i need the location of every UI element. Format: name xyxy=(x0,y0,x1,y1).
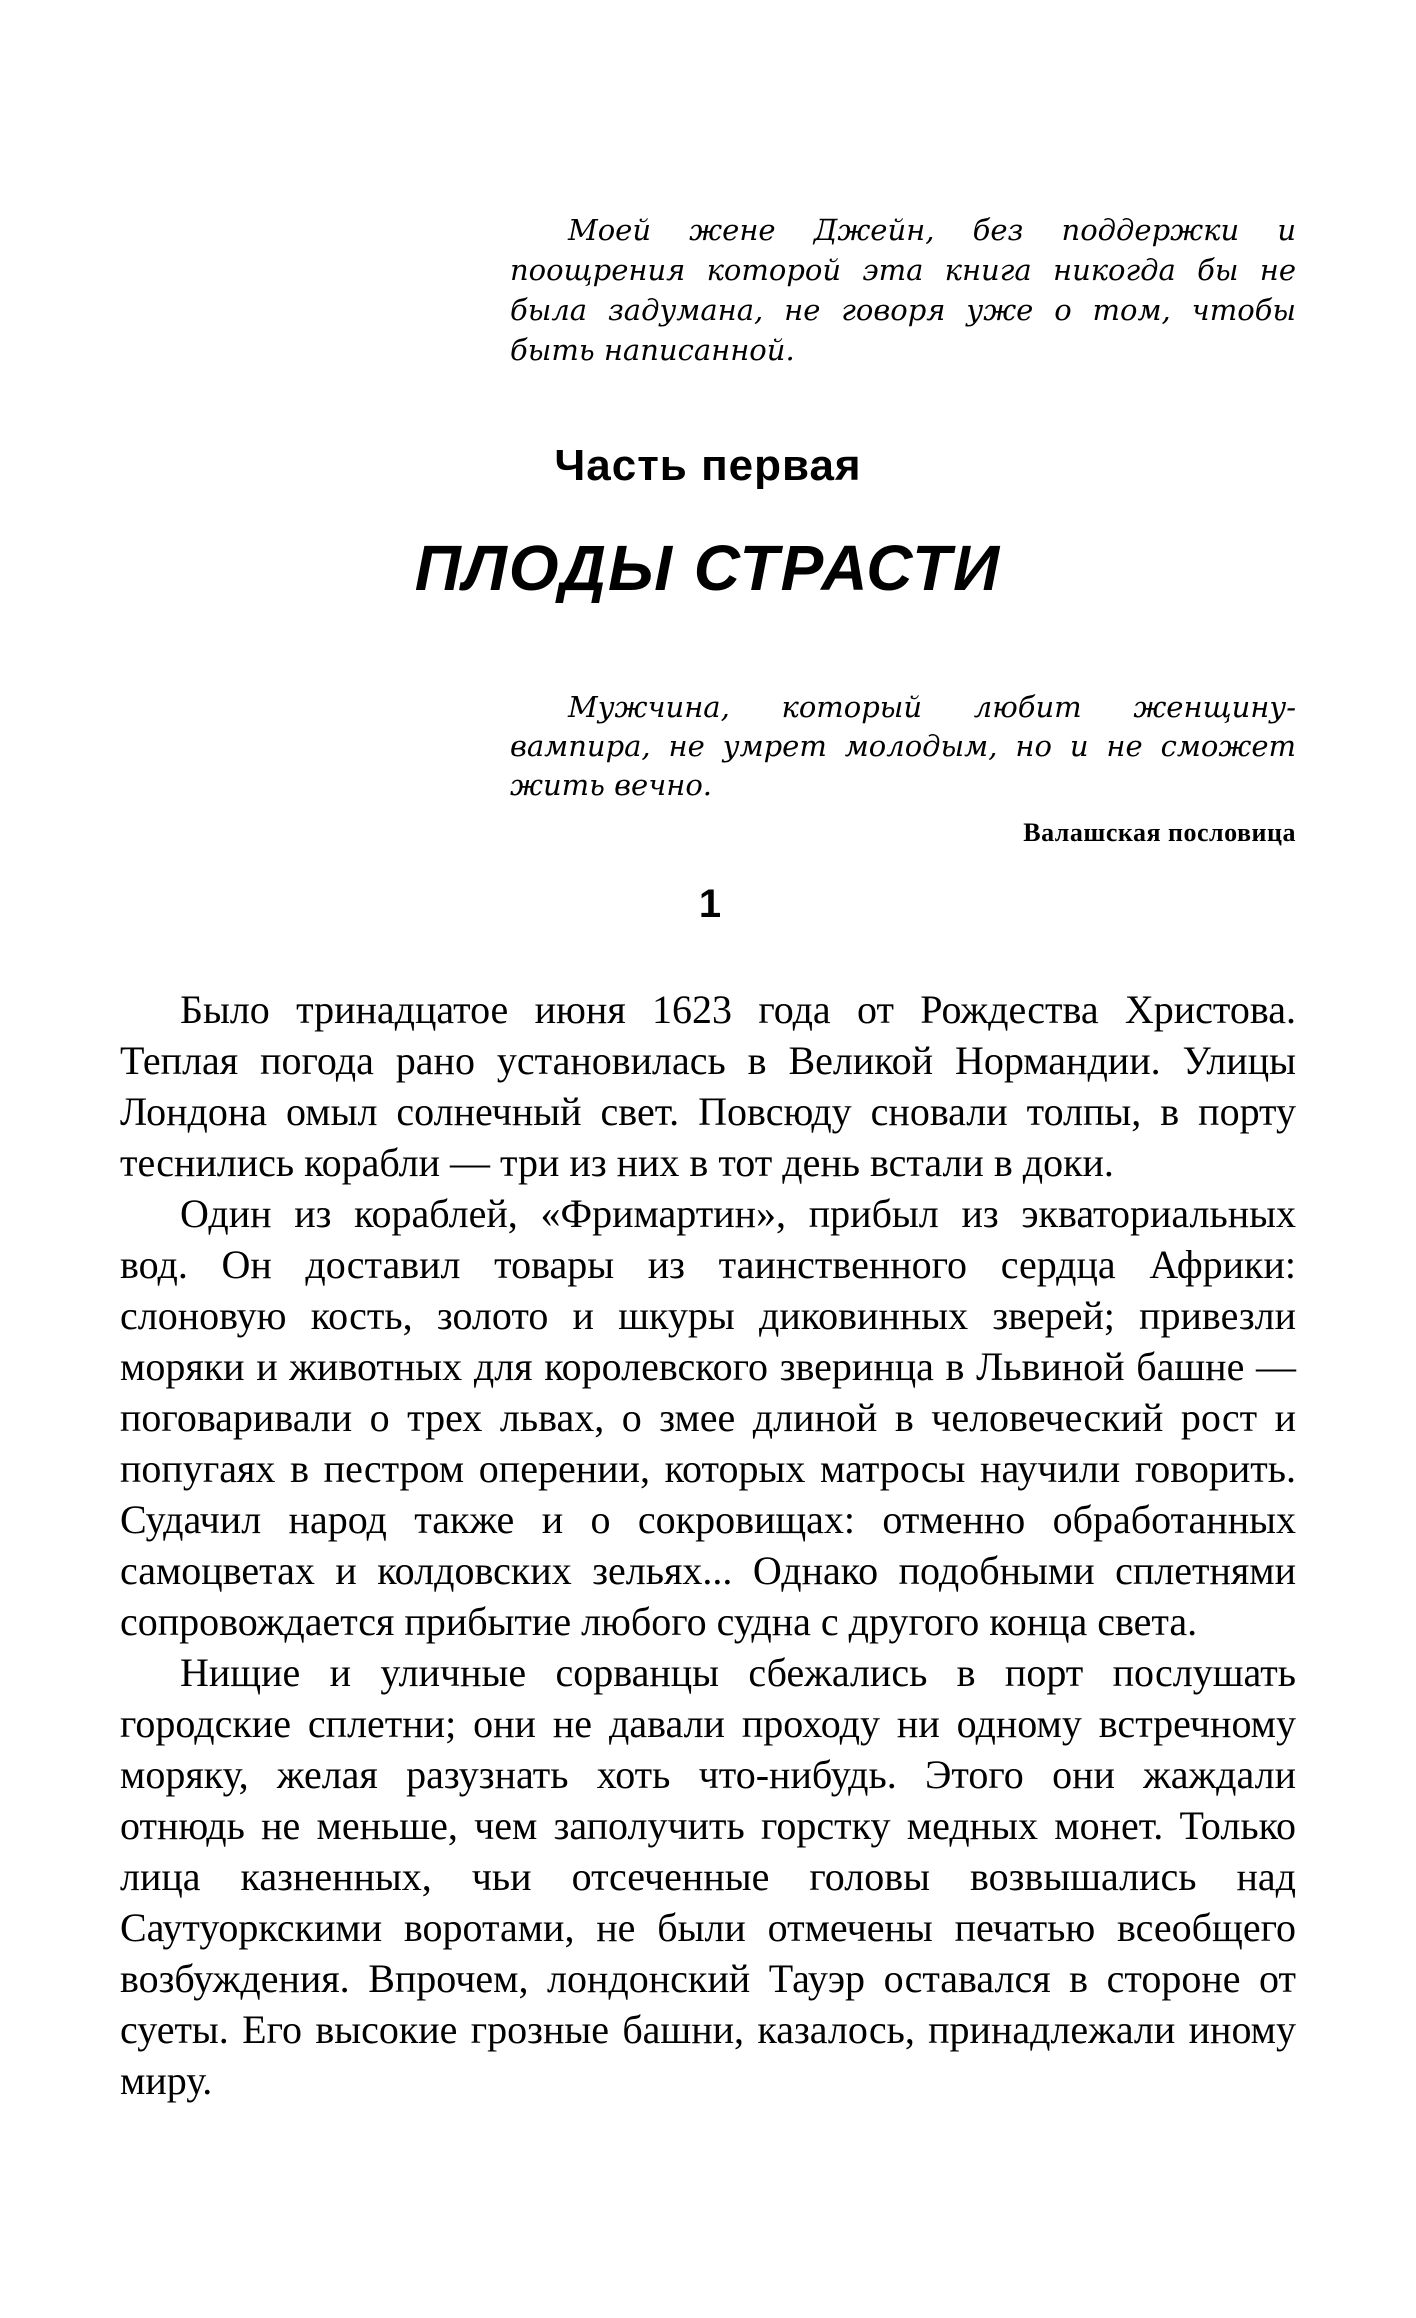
part-label: Часть первая xyxy=(554,441,862,490)
epigraph-text: Мужчина, который любит женщину-вампира, не умрет молодым, но и не сможет жить вечно. xyxy=(510,690,1296,802)
chapter-number: 1 xyxy=(698,882,722,926)
paragraph: Один из кораблей, «Фримартин», прибыл из экваториальных вод. Он доставил товары из таинственного сердца Африки: слоновую кость, золото и шкуры диковинных зверей; привезли моряки и животных для королевского зверинца в Львиной башне — поговаривали о трех львах, о змее длиной в человеческий рост и попугаях в пестром оперении, которых матросы научили говорить. Судачил народ также и о сокровищах: отменно обработанных самоцветах и колдовских зельях... Однако подобными сплетнями сопровождается прибытие любого судна с другого конца света. xyxy=(120,1191,1296,1644)
chapter-body xyxy=(120,984,1296,2106)
part-title: ПЛОДЫ СТРАСТИ xyxy=(414,532,1002,604)
paragraph: Нищие и уличные сорванцы сбежались в порт послушать городские сплетни; они не давали проходу ни одному встречному моряку, желая разузнать хоть что-нибудь. Этого они жаждали отнюдь не меньше, чем заполучить горстку медных монет. Только лица казненных, чьи отсеченные головы возвышались над Саутуоркскими воротами, не были отмечены печатью всеобщего возбуждения. Впрочем, лондонский Тауэр оставался в стороне от суеты. Его высокие грозные башни, казалось, принадлежали иному миру. xyxy=(120,1650,1296,2103)
paragraph: Было тринадцатое июня 1623 года от Рождества Христова. Теплая погода рано установилась в Великой Нормандии. Улицы Лондона омыл солнечный свет. Повсюду сновали толпы, в порту теснились корабли — три из них в тот день встали в доки. xyxy=(120,987,1296,1185)
dedication-text: Моей жене Джейн, без поддержки и поощрения которой эта книга никогда бы не была задумана, не говоря уже о том, чтобы быть написанной. xyxy=(510,213,1296,367)
epigraph xyxy=(510,688,1296,851)
epigraph-source: Валашская пословица xyxy=(1023,818,1296,847)
